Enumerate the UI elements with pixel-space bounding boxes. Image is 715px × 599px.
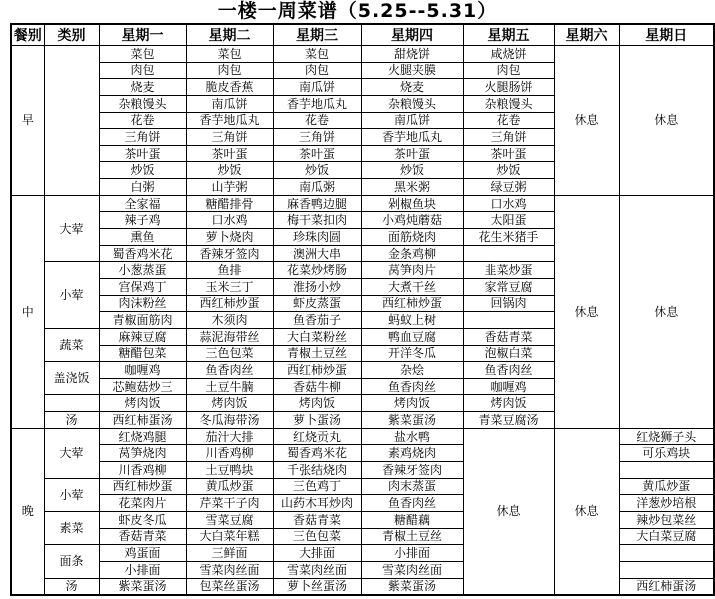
menu-item-cell: 萝卜蛋汤: [273, 412, 361, 429]
menu-item-cell: 虾皮冬瓜: [99, 511, 186, 528]
menu-item-cell: 小鸡炖蘑菇: [361, 212, 463, 229]
menu-item-cell: 素鸡烧肉: [361, 445, 463, 462]
weekly-menu-table: [10, 23, 715, 596]
col-header-1: 类别: [44, 24, 99, 46]
menu-item-cell: 太阳蛋: [463, 212, 554, 229]
menu-item-cell: 黄瓜炒蛋: [619, 478, 714, 495]
menu-item-cell: [463, 245, 554, 262]
rest-cell: 休息: [554, 46, 619, 196]
menu-item-cell: 三色包菜: [186, 345, 273, 362]
menu-item-cell: 杂粮馒头: [99, 95, 186, 112]
rest-cell: 休息: [554, 428, 619, 595]
menu-item-cell: 熏鱼: [99, 229, 186, 246]
menu-item-cell: 大白菜年糕: [186, 528, 273, 545]
menu-item-cell: 川香鸡柳: [99, 462, 186, 479]
menu-item-cell: 家常豆腐: [463, 278, 554, 295]
menu-item-cell: 萝卜烧肉: [186, 229, 273, 246]
menu-item-cell: 口水鸡: [463, 195, 554, 212]
menu-item-cell: 大排面: [273, 545, 361, 562]
menu-item-cell: 糖醋藕: [361, 511, 463, 528]
menu-item-cell: 鸭血豆腐: [361, 328, 463, 345]
menu-item-cell: 三角饼: [273, 129, 361, 146]
menu-item-cell: 大白菜豆腐: [619, 528, 714, 545]
col-header-6: 星期五: [463, 24, 554, 46]
menu-item-cell: 鱼香茄子: [273, 312, 361, 329]
category-label-cell: 大荤: [44, 195, 99, 262]
menu-item-cell: 花菜肉片: [99, 495, 186, 512]
rest-cell: 休息: [619, 46, 714, 196]
menu-item-cell: 香芋地瓜丸: [186, 112, 273, 129]
menu-item-cell: 珍珠肉圆: [273, 229, 361, 246]
menu-item-cell: 蜀香鸡米花: [273, 445, 361, 462]
menu-item-cell: 香芋地瓜丸: [361, 129, 463, 146]
table-row: [11, 195, 714, 212]
menu-item-cell: 茶叶蛋: [361, 145, 463, 162]
menu-item-cell: 泡椒白菜: [463, 345, 554, 362]
menu-item-cell: 南瓜粥: [273, 179, 361, 196]
menu-item-cell: 西红柿蛋汤: [619, 578, 714, 595]
menu-item-cell: 炒饭: [186, 162, 273, 179]
menu-table-body: [11, 46, 714, 596]
menu-item-cell: 土豆牛腩: [186, 378, 273, 395]
menu-item-cell: 雪菜肉丝面: [273, 561, 361, 578]
menu-item-cell: 川香鸡柳: [186, 445, 273, 462]
menu-item-cell: 绿豆粥: [463, 179, 554, 196]
menu-item-cell: 香辣牙签肉: [361, 462, 463, 479]
menu-item-cell: 茶叶蛋: [99, 145, 186, 162]
menu-item-cell: 洋葱炒培根: [619, 495, 714, 512]
menu-item-cell: 烤肉饭: [273, 395, 361, 412]
category-label-cell: [44, 395, 99, 412]
menu-item-cell: 辣炒包菜丝: [619, 511, 714, 528]
menu-item-cell: 红烧贡丸: [273, 428, 361, 445]
menu-item-cell: 大白菜粉丝: [273, 328, 361, 345]
menu-item-cell: 肉包: [273, 62, 361, 79]
menu-item-cell: 雪菜肉丝面: [361, 561, 463, 578]
menu-item-cell: 虾皮蒸蛋: [273, 295, 361, 312]
menu-item-cell: 花菜炒烤肠: [273, 262, 361, 279]
menu-item-cell: 蚂蚁上树: [361, 312, 463, 329]
menu-item-cell: 烤肉饭: [99, 395, 186, 412]
menu-item-cell: 咸烧饼: [463, 46, 554, 63]
menu-item-cell: 咖喱鸡: [463, 378, 554, 395]
menu-item-cell: 回锅肉: [463, 295, 554, 312]
menu-item-cell: 肉包: [186, 62, 273, 79]
menu-item-cell: 香菇青菜: [273, 511, 361, 528]
menu-item-cell: 宫保鸡丁: [99, 278, 186, 295]
menu-item-cell: 三鲜面: [186, 545, 273, 562]
category-label-cell: 汤: [44, 578, 99, 595]
menu-item-cell: 黄瓜炒蛋: [186, 478, 273, 495]
menu-item-cell: 红烧鸡腿: [99, 428, 186, 445]
menu-item-cell: 西红柿蛋汤: [99, 412, 186, 429]
menu-item-cell: 炒饭: [99, 162, 186, 179]
menu-item-cell: 木须肉: [186, 312, 273, 329]
col-header-7: 星期六: [554, 24, 619, 46]
col-header-4: 星期三: [273, 24, 361, 46]
menu-item-cell: 脆皮香蕉: [186, 79, 273, 96]
menu-item-cell: 咖喱鸡: [99, 362, 186, 379]
menu-item-cell: 青椒土豆丝: [361, 528, 463, 545]
menu-item-cell: 西红柿炒蛋: [361, 295, 463, 312]
rest-cell: 休息: [619, 195, 714, 428]
rest-cell: 休息: [554, 195, 619, 428]
category-label-cell: 面条: [44, 545, 99, 578]
menu-item-cell: 大煮干丝: [361, 278, 463, 295]
menu-item-cell: 肉末蒸蛋: [361, 478, 463, 495]
menu-item-cell: [463, 312, 554, 329]
menu-item-cell: 杂烩: [361, 362, 463, 379]
menu-item-cell: 香菇青菜: [99, 528, 186, 545]
menu-item-cell: 茶叶蛋: [273, 145, 361, 162]
menu-item-cell: 烧麦: [99, 79, 186, 96]
menu-item-cell: 烤肉饭: [463, 395, 554, 412]
menu-item-cell: 火腿夹膜: [361, 62, 463, 79]
menu-item-cell: 炒饭: [273, 162, 361, 179]
menu-item-cell: 花卷: [99, 112, 186, 129]
menu-item-cell: 茶叶蛋: [186, 145, 273, 162]
menu-item-cell: 黑米粥: [361, 179, 463, 196]
category-label-cell: 小荤: [44, 478, 99, 511]
col-header-3: 星期二: [186, 24, 273, 46]
col-header-0: 餐别: [11, 24, 44, 46]
menu-item-cell: 韭菜炒蛋: [463, 262, 554, 279]
menu-item-cell: 三色鸡丁: [273, 478, 361, 495]
menu-item-cell: 面筋烧肉: [361, 229, 463, 246]
menu-item-cell: 青椒面筋肉: [99, 312, 186, 329]
rest-cell: 休息: [463, 428, 554, 595]
menu-item-cell: 鱼香肉丝: [361, 378, 463, 395]
category-label-cell: 蔬菜: [44, 328, 99, 361]
menu-item-cell: 梅干菜扣肉: [273, 212, 361, 229]
menu-item-cell: 花卷: [463, 112, 554, 129]
menu-item-cell: 白粥: [99, 179, 186, 196]
menu-item-cell: 茄汁大排: [186, 428, 273, 445]
menu-item-cell: 花生米猪手: [463, 229, 554, 246]
menu-item-cell: 紫菜蛋汤: [361, 412, 463, 429]
menu-item-cell: 南瓜饼: [186, 95, 273, 112]
menu-item-cell: 紫菜蛋汤: [99, 578, 186, 595]
category-label-cell: 盖浇饭: [44, 362, 99, 395]
menu-item-cell: 盐水鸭: [361, 428, 463, 445]
category-label-cell: 汤: [44, 412, 99, 429]
menu-item-cell: 紫菜蛋汤: [361, 578, 463, 595]
menu-item-cell: 香菇青菜: [463, 328, 554, 345]
menu-item-cell: 甜烧饼: [361, 46, 463, 63]
menu-item-cell: 鱼香肉丝: [186, 362, 273, 379]
menu-item-cell: 肉包: [463, 62, 554, 79]
menu-item-cell: 红烧狮子头: [619, 428, 714, 445]
menu-item-cell: 芯鲍菇炒三: [99, 378, 186, 395]
table-row: [11, 46, 714, 63]
meal-label-cell: 早: [11, 46, 44, 196]
menu-item-cell: 鱼香肉丝: [361, 495, 463, 512]
menu-item-cell: 澳洲大串: [273, 245, 361, 262]
menu-item-cell: 麻辣豆腐: [99, 328, 186, 345]
menu-item-cell: 萝卜丝蛋汤: [273, 578, 361, 595]
category-label-cell: 小荤: [44, 262, 99, 329]
menu-item-cell: 土豆鸭块: [186, 462, 273, 479]
menu-item-cell: 杂粮馒头: [361, 95, 463, 112]
menu-item-cell: [619, 545, 714, 562]
menu-item-cell: 肉包: [99, 62, 186, 79]
menu-item-cell: 山芋粥: [186, 179, 273, 196]
meal-label-cell: 中: [11, 195, 44, 428]
menu-item-cell: 肉沫粉丝: [99, 295, 186, 312]
menu-item-cell: 全家福: [99, 195, 186, 212]
menu-item-cell: 花卷: [273, 112, 361, 129]
menu-item-cell: 青菜豆腐汤: [463, 412, 554, 429]
menu-item-cell: [619, 561, 714, 578]
menu-item-cell: 莴笋肉片: [361, 262, 463, 279]
menu-item-cell: 麻香鸭边腿: [273, 195, 361, 212]
category-label-cell: 素菜: [44, 511, 99, 544]
menu-item-cell: 山药木耳炒肉: [273, 495, 361, 512]
meal-label-cell: 晚: [11, 428, 44, 595]
menu-item-cell: 糖醋排骨: [186, 195, 273, 212]
menu-table-header: [11, 24, 714, 46]
menu-item-cell: 蜀香鸡米花: [99, 245, 186, 262]
table-row: [11, 428, 714, 445]
menu-item-cell: 三角饼: [463, 129, 554, 146]
menu-item-cell: 糖醋包菜: [99, 345, 186, 362]
menu-item-cell: 菜包: [99, 46, 186, 63]
col-header-2: 星期一: [99, 24, 186, 46]
menu-item-cell: 小排面: [361, 545, 463, 562]
menu-item-cell: 西红柿炒蛋: [273, 362, 361, 379]
menu-item-cell: 西红柿炒蛋: [186, 295, 273, 312]
menu-item-cell: 菜包: [186, 46, 273, 63]
menu-item-cell: 小葱蒸蛋: [99, 262, 186, 279]
menu-item-cell: 莴笋烧肉: [99, 445, 186, 462]
menu-item-cell: 千张结烧肉: [273, 462, 361, 479]
menu-item-cell: 烤肉饭: [186, 395, 273, 412]
menu-item-cell: 包菜丝蛋汤: [186, 578, 273, 595]
menu-item-cell: 小排面: [99, 561, 186, 578]
menu-item-cell: 茶叶蛋: [463, 145, 554, 162]
menu-item-cell: 辣子鸡: [99, 212, 186, 229]
menu-item-cell: 淮扬小炒: [273, 278, 361, 295]
menu-item-cell: 蒜泥海带丝: [186, 328, 273, 345]
menu-item-cell: 西红柿炒蛋: [99, 478, 186, 495]
menu-item-cell: 烤肉饭: [361, 395, 463, 412]
menu-item-cell: 口水鸡: [186, 212, 273, 229]
menu-item-cell: 烧麦: [361, 79, 463, 96]
menu-item-cell: 鱼香肉丝: [463, 362, 554, 379]
menu-item-cell: 炒饭: [463, 162, 554, 179]
col-header-8: 星期日: [619, 24, 714, 46]
page-title: 一楼一周菜谱（5.25--5.31）: [217, 0, 498, 22]
menu-item-cell: 南瓜饼: [361, 112, 463, 129]
category-label-cell: 大荤: [44, 428, 99, 478]
menu-item-cell: 玉米三丁: [186, 278, 273, 295]
menu-item-cell: 香辣牙签肉: [186, 245, 273, 262]
menu-item-cell: 雪菜豆腐: [186, 511, 273, 528]
menu-item-cell: 三角饼: [99, 129, 186, 146]
menu-item-cell: 杂粮馒头: [463, 95, 554, 112]
menu-item-cell: 香芋地瓜丸: [273, 95, 361, 112]
menu-item-cell: 冬瓜海带汤: [186, 412, 273, 429]
menu-item-cell: 南瓜饼: [273, 79, 361, 96]
menu-item-cell: 三色包菜: [273, 528, 361, 545]
menu-item-cell: 鱼排: [186, 262, 273, 279]
menu-item-cell: 青椒土豆丝: [273, 345, 361, 362]
col-header-5: 星期四: [361, 24, 463, 46]
menu-item-cell: 剁椒鱼块: [361, 195, 463, 212]
menu-item-cell: 菜包: [273, 46, 361, 63]
menu-item-cell: 芹菜干子肉: [186, 495, 273, 512]
menu-item-cell: 火腿肠饼: [463, 79, 554, 96]
menu-item-cell: 雪菜肉丝面: [186, 561, 273, 578]
menu-item-cell: 炒饭: [361, 162, 463, 179]
menu-item-cell: 开洋冬瓜: [361, 345, 463, 362]
category-label-cell: [44, 46, 99, 196]
menu-item-cell: 金条鸡柳: [361, 245, 463, 262]
menu-item-cell: [619, 462, 714, 479]
menu-item-cell: 可乐鸡块: [619, 445, 714, 462]
menu-item-cell: 三角饼: [186, 129, 273, 146]
menu-item-cell: 鸡蛋面: [99, 545, 186, 562]
menu-item-cell: 香菇牛柳: [273, 378, 361, 395]
